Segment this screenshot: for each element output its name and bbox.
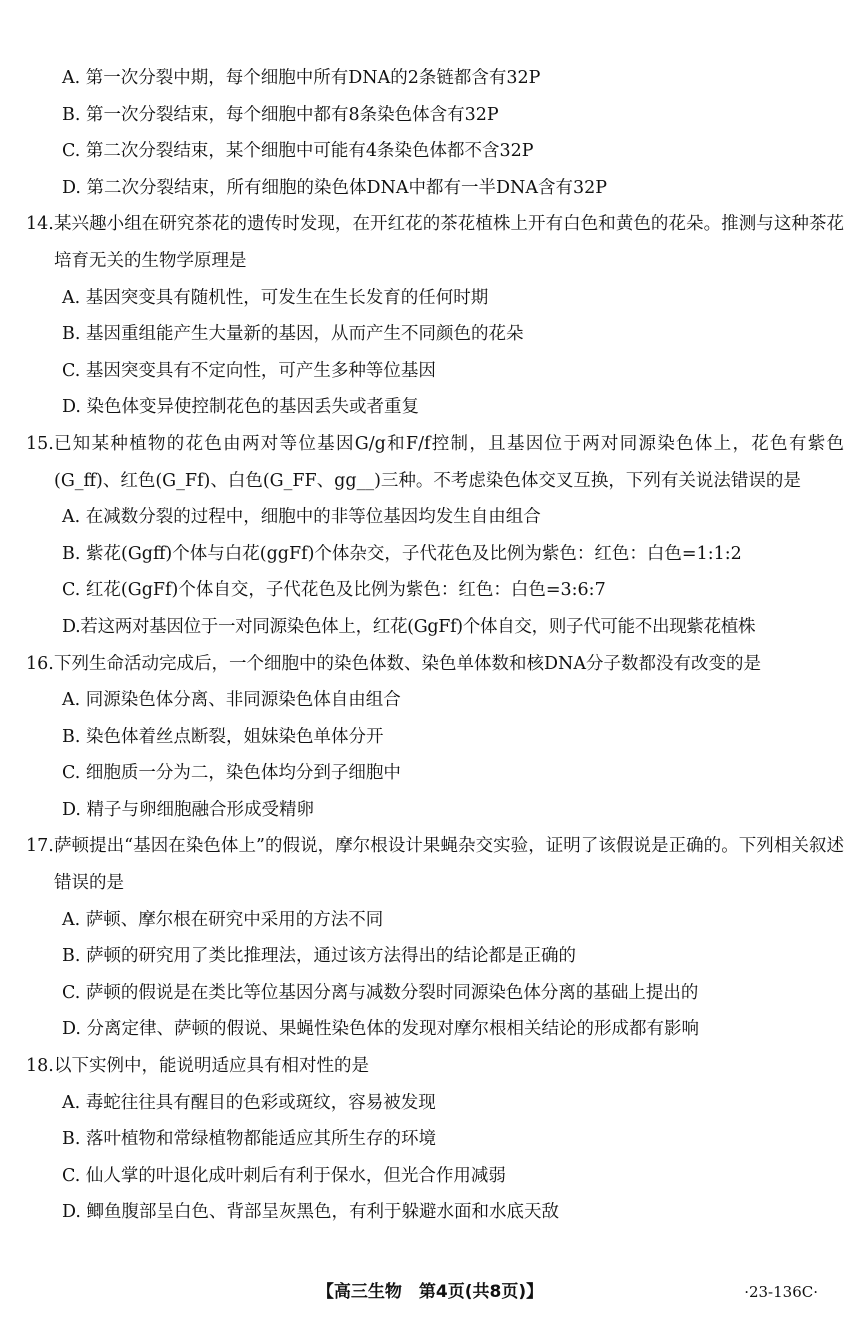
footer-title: 【高三生物 第4页(共8页)】 bbox=[316, 1282, 544, 1302]
question-text: 下列生命活动完成后，一个细胞中的染色体数、染色单体数和核DNA分子数都没有改变的是 bbox=[54, 653, 761, 674]
option-d: D. 鲫鱼腹部呈白色、背部呈灰黑色，有利于躲避水面和水底天敌 bbox=[62, 1202, 560, 1223]
option-a: A. 萨顿、摩尔根在研究中采用的方法不同 bbox=[62, 909, 384, 930]
question-number: 15. bbox=[26, 433, 54, 454]
question-number: 17. bbox=[26, 836, 54, 857]
option-c: C. 红花(GgFf)个体自交，子代花色及比例为紫色：红色：白色=3:6:7 bbox=[62, 580, 606, 601]
option-b: B. 染色体着丝点断裂，姐妹染色单体分开 bbox=[62, 726, 384, 747]
question-17 bbox=[26, 828, 844, 1048]
option-a: A. 在减数分裂的过程中，细胞中的非等位基因均发生自由组合 bbox=[62, 507, 541, 528]
option-b: B. 基因重组能产生大量新的基因，从而产生不同颜色的花朵 bbox=[62, 324, 524, 345]
option-c: C. 细胞质一分为二，染色体均分到子细胞中 bbox=[62, 763, 401, 784]
question-stem bbox=[26, 646, 844, 683]
option-a: A. 第一次分裂中期，每个细胞中所有DNA的2条链都含有32P bbox=[62, 68, 541, 88]
page-content bbox=[26, 60, 844, 1231]
option-b: B. 第一次分裂结束，每个细胞中都有8条染色体含有32P bbox=[62, 104, 499, 125]
option-d: D. 精子与卵细胞融合形成受精卵 bbox=[62, 799, 315, 820]
question-stem bbox=[26, 1048, 844, 1085]
option-d: D.若这两对基因位于一对同源染色体上，红花(GgFf)个体自交，则子代可能不出现紫花植株 bbox=[62, 616, 756, 637]
question-text: 萨顿提出“基因在染色体上”的假说，摩尔根设计果蝇杂交实验，证明了该假说是正确的。下列相关叙述错误的是 bbox=[54, 836, 844, 894]
question-number: 14. bbox=[26, 214, 54, 235]
option-d: D. 第二次分裂结束，所有细胞的染色体DNA中都有一半DNA含有32P bbox=[62, 177, 608, 198]
option-a: A. 同源染色体分离、非同源染色体自由组合 bbox=[62, 690, 401, 711]
page-footer bbox=[0, 1278, 860, 1306]
option-d: D. 分离定律、萨顿的假说、果蝇性染色体的发现对摩尔根相关结论的形成都有影响 bbox=[62, 1019, 700, 1040]
question-number: 16. bbox=[26, 653, 54, 674]
footer-code: ·23-136C· bbox=[744, 1283, 818, 1301]
option-c: C. 基因突变具有不定向性，可产生多种等位基因 bbox=[62, 360, 436, 381]
question-16 bbox=[26, 646, 844, 829]
question-text: 某兴趣小组在研究茶花的遗传时发现，在开红花的茶花植株上开有白色和黄色的花朵。推测与这种茶花培育无关的生物学原理是 bbox=[54, 214, 844, 271]
option-b: B. 紫花(Ggff)个体与白花(ggFf)个体杂交，子代花色及比例为紫色：红色：白色=1:1:2 bbox=[62, 543, 742, 564]
question-14 bbox=[26, 206, 844, 426]
question-number: 18. bbox=[26, 1056, 54, 1077]
question-stem bbox=[26, 206, 844, 279]
question-text: 以下实例中，能说明适应具有相对性的是 bbox=[54, 1056, 369, 1077]
question-stem bbox=[26, 426, 844, 499]
question-stem bbox=[26, 828, 844, 901]
question-text: 已知某种植物的花色由两对等位基因G/g和F/f控制，且基因位于两对同源染色体上，花色有紫色(G_ff)、红色(G_Ff)、白色(G_FF、gg__)三种。不考虑染色体交叉互换，下列有关说法错误的是 bbox=[54, 433, 844, 491]
option-b: B. 萨顿的研究用了类比推理法，通过该方法得出的结论都是正确的 bbox=[62, 946, 576, 967]
question-15 bbox=[26, 426, 844, 646]
option-c: C. 萨顿的假说是在类比等位基因分离与减数分裂时同源染色体分离的基础上提出的 bbox=[62, 982, 699, 1003]
option-d: D. 染色体变异使控制花色的基因丢失或者重复 bbox=[62, 397, 420, 418]
option-c: C. 仙人掌的叶退化成叶刺后有利于保水，但光合作用减弱 bbox=[62, 1165, 506, 1186]
carry-over-options bbox=[26, 60, 844, 206]
option-a: A. 基因突变具有随机性，可发生在生长发育的任何时期 bbox=[62, 287, 489, 308]
option-b: B. 落叶植物和常绿植物都能适应其所生存的环境 bbox=[62, 1129, 436, 1150]
option-a: A. 毒蛇往往具有醒目的色彩或斑纹，容易被发现 bbox=[62, 1092, 436, 1113]
question-18 bbox=[26, 1048, 844, 1231]
option-c: C. 第二次分裂结束，某个细胞中可能有4条染色体都不含32P bbox=[62, 141, 534, 162]
